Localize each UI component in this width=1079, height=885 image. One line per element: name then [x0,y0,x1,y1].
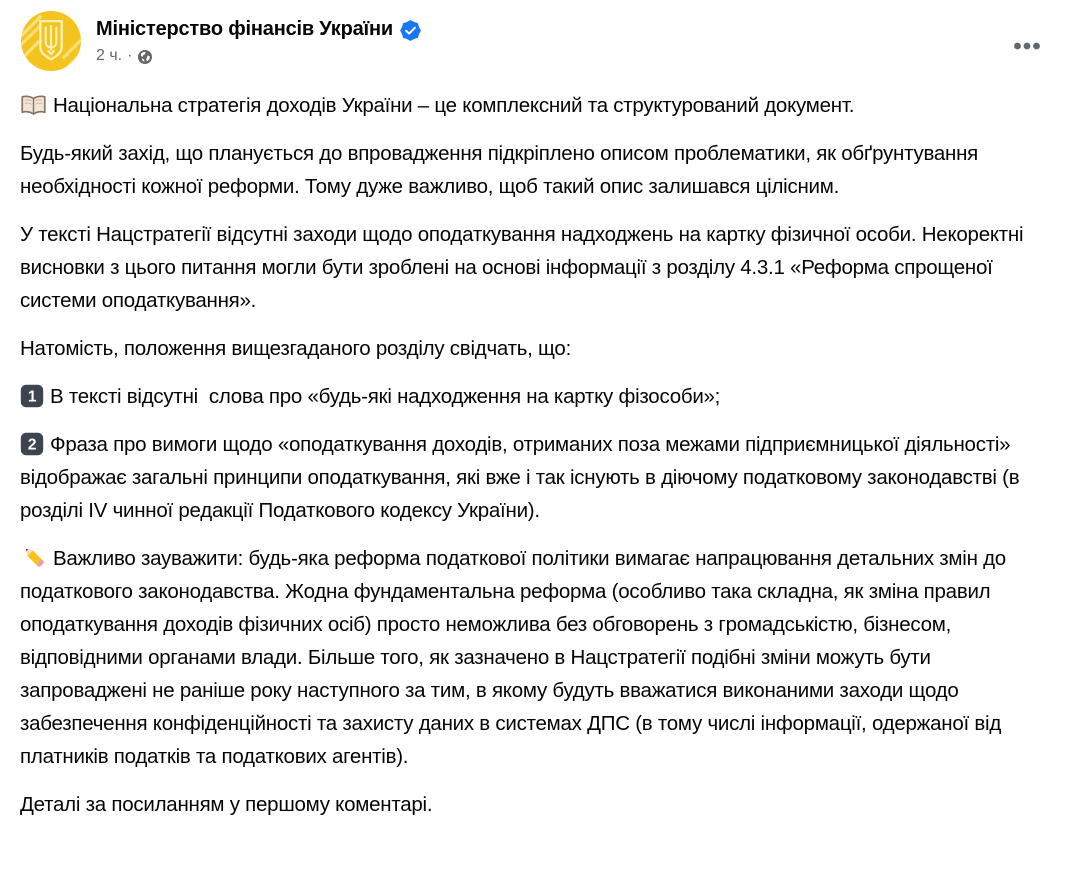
globe-privacy-icon [137,49,153,65]
post-paragraph [20,428,1051,527]
paragraph-text: Національна стратегія доходів України – це комплексний та структурований документ. [53,94,855,117]
post-paragraph [20,380,1051,413]
paragraph-text: Деталі за посиланням у першому коментарі. [20,793,433,816]
paragraph-text: У тексті Нацстратегії відсутні заходи щодо оподаткування надходжень на картку фізичної особи. Некоректні висновки з цього питання могли бути зроблені на основі інформації з розділу 4.3.1 «Реформа спрощеної системи оподаткування». [20,223,1029,312]
pencil-icon [20,543,47,570]
page-name[interactable]: Міністерство фінансів України [96,18,393,40]
post-meta [96,46,421,66]
page-avatar[interactable] [20,10,82,72]
verified-badge-icon [400,20,421,41]
paragraph-text: В тексті відсутні слова про «будь-які надходження на картку фізособи»; [50,385,721,408]
keycap-2-icon [20,432,44,456]
post-paragraph [20,542,1051,773]
header-texts [96,10,421,66]
post-paragraph [20,218,1051,317]
more-options-button[interactable] [1009,32,1045,60]
post-text [20,89,1051,821]
paragraph-text: Важливо зауважити: будь-яка реформа податкової політики вимагає напрацювання детальних змін до податкового законодавства. Жодна фундаментальна реформа (особливо така складна, як зміна правил оподаткування доходів фізичних осіб) просто неможлива без обговорень з громадськістю, бізнесом, відповідними органами влади. Більше того, як зазначено в Нацстратегії подібні зміни можуть бути запроваджені не раніше року наступного за тим, в якому будуть вважатися виконаними заходи щодо забезпечення конфіденційності та захисту даних в системах ДПС (в тому числі інформації, одержаної від платників податків та податкових агентів). [20,547,1012,768]
open-book-icon [20,94,47,117]
keycap-1-icon [20,384,44,408]
meta-separator: · [127,47,133,64]
post-header [20,10,1051,72]
svg-text:2: 2 [27,436,37,454]
timestamp[interactable]: 2 ч. [96,47,123,64]
paragraph-text: Фраза про вимоги щодо «оподаткування доходів, отриманих поза межами підприємницької діяльності» відображає загальні принципи оподаткування, які вже і так існують в діючому податковому законодавстві (в розділі IV чинної редакції Податкового кодексу України). [20,433,1025,522]
paragraph-text: Натомість, положення вищезгаданого розділу свідчать, що: [20,337,572,360]
post-paragraph [20,788,1051,821]
svg-text:1: 1 [27,388,37,406]
post-paragraph [20,137,1051,203]
paragraph-text: Будь-який захід, що планується до впровадження підкріплено описом проблематики, як обґрунтування необхідності кожної реформи. Тому дуже важливо, щоб такий опис залишався цілісним. [20,142,984,198]
post-paragraph [20,332,1051,365]
post-paragraph [20,89,1051,122]
more-options-dots-icon [1013,41,1041,51]
